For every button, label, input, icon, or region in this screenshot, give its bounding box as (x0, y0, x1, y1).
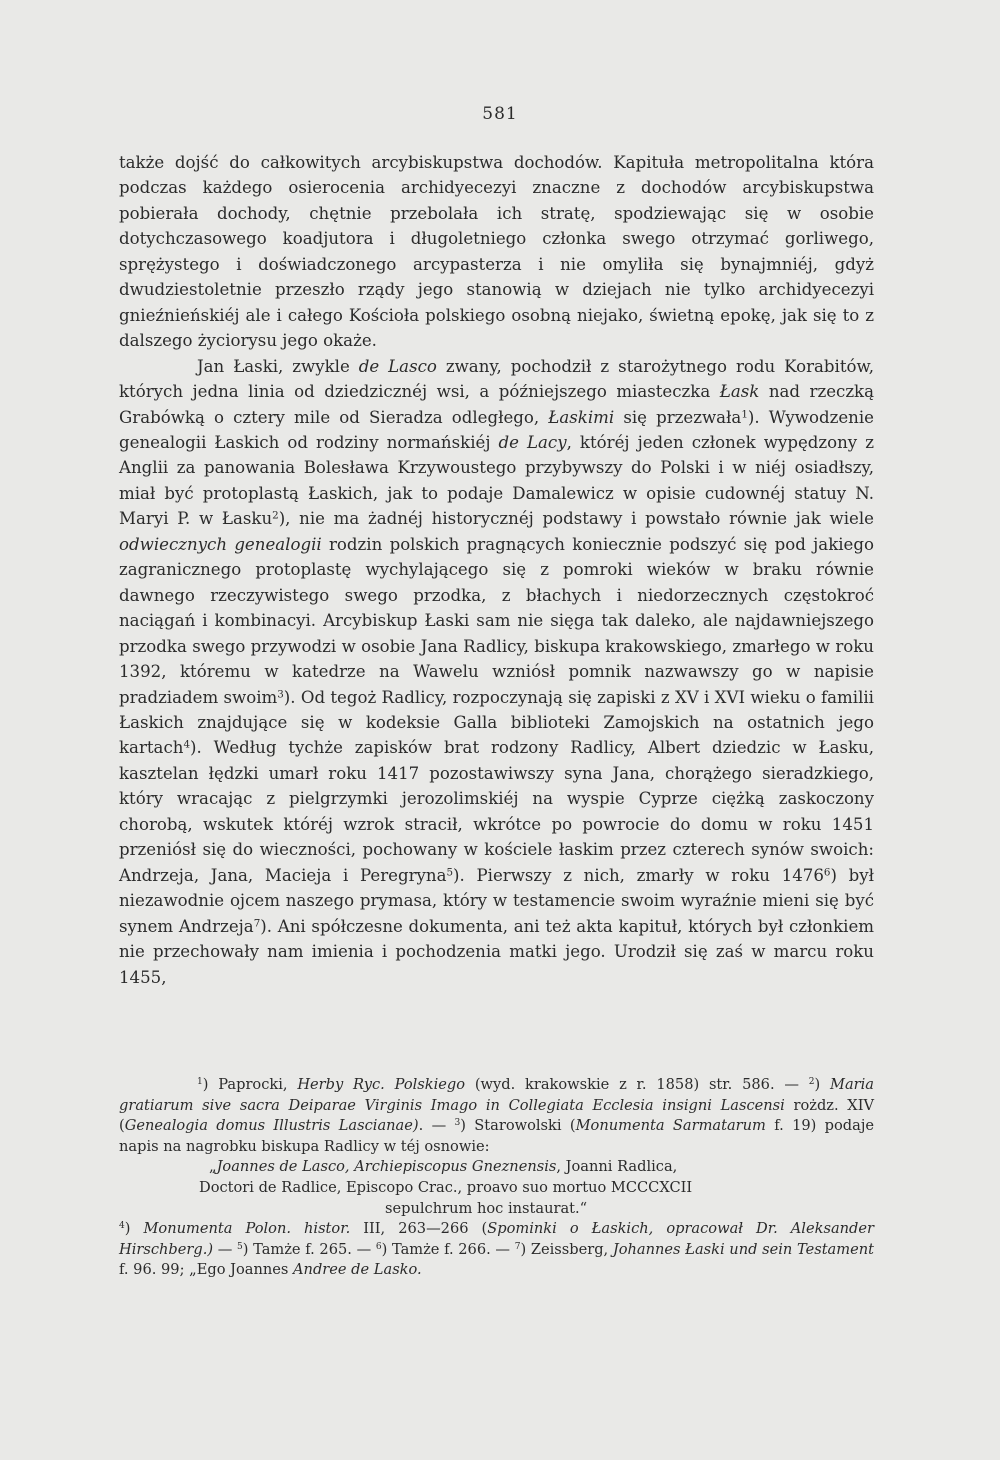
paragraph: Jan Łaski, zwykle de Lasco zwany, pochodził z starożytnego rodu Korabitów, których jedna linia od dziedzicznéj wsi, a późniejszego miasteczka Łask nad rzeczką Grabówką o cztery mile od Sieradza odległego, Łaskimi się przezwała$^1$). Wywodzenie genealogii Łaskich od rodziny normańskiéj de Lacy, któréj jeden członek wypędzony z Anglii za panowania Bolesława Krzywoustego przybywszy do Polski i w niéj osiadłszy, miał być protoplastą Łaskich, jak to podaje Damalewicz w opisie cudownéj statuy N. Maryi P. w Łasku$^2$), nie ma żadnéj historycznéj podstawy i powstało równie jak wiele odwiecznych genealogii rodzin polskich pragnących koniecznie podszyć się pod jakiego zagranicznego protoplastę wychylającego się z pomroki wieków w braku równie dawnego rzeczywistego swego przodka, z błachych i niedorzecznych częstokroć naciągań i kombinacyi. Arcybiskup Łaski sam nie sięga tak daleko, ale najdawniejszego przodka swego przywodzi w osobie Jana Radlicy, biskupa krakowskiego, zmarłego w roku 1392, któremu w katedrze na Wawelu wzniósł pomnik nazwawszy go w napisie pradziadem swoim$^3$). Od tegoż Radlicy, rozpoczynają się zapiski z XV i XVI wieku o familii Łaskich znajdujące się w kodeksie Galla biblioteki Zamojskich na ostatnich jego kartach$^4$). Według tychże zapisków brat rodzony Radlicy, Albert dziedzic w Łasku, kasztelan łędzki umarł roku 1417 pozostawiwszy syna Jana, chorążego sieradzkiego, który wracając z pielgrzymki jerozolimskiéj na wyspie Cyprze ciężką zaskoczony chorobą, wskutek któréj wzrok stracił, wkrótce po powrocie do domu w roku 1451 przeniósł się do wieczności, pochowany w kościele łaskim przez czterech synów swoich: Andrzeja, Jana, Macieja i Peregryna$^5$). Pierwszy z nich, zmarły w roku 1476$^6$) był niezawodnie ojcem naszego prymasa, który w testamencie swoim wyraźnie mieni się być synem Andrzeja$^7$). Ani spółczesne dokumenta, ani też akta kapituł, których był członkiem nie przechowały nam imienia i pochodzenia matki jego. Urodził się zaś w marcu roku 1455, (119, 356, 875, 987)
paragraph: także dojść do całkowitych arcybiskupstwa dochodów. Kapituła metropolitalna która podczas każdego osierocenia archidyecezyi znaczne z dochodów arcybiskupstwa pobierała dochody, chętnie przebolała ich stratę, spodziewając się w osobie dotychczasowego koadjutora i długoletniego członka swego otrzymać gorliwego, sprężystego i doświadczonego arcypasterza i nie omyliła się bynajmniéj, gdyż dwudziestoletnie przeszło rządy jego stanowią w dziejach nie tylko archidyecezyi gnieźnieńskiéj ale i całego Kościoła polskiego osobną niejako, świetną epokę, jak się to z dalszego życiorysu jego okaże. (119, 153, 874, 351)
footnotes (119, 1075, 874, 1281)
main-text (119, 150, 874, 990)
page-number: 581 (482, 104, 518, 124)
footnote: $^4$) Monumenta Polon. histor. III, 263—266 (Spominki o Łaskich, opracował Dr. Aleksander Hirschberg.) — $^5$) Tamże f. 265. — $^6$) Tamże f. 266. — $^7$) Zeissberg, Johannes Łaski und sein Testament f. 96. 99; „Ego Joannes Andree de Lasko. (119, 1220, 875, 1279)
inscription-line: „Joannes de Lasco, Archiepiscopus Gneznensis, Joanni Radlica, (209, 1158, 678, 1176)
footnote: $^1$) Paprocki, Herby Ryc. Polskiego (wyd. krakowskie z r. 1858) str. 586. — $^2$) Maria gratiarum sive sacra Deiparae Virginis Imago in Collegiata Ecclesia insigni Lascensi rożdz. XIV (Genealogia domus Illustris Lascianae). — $^3$) Starowolski (Monumenta Sarmatarum f. 19) podaje napis na nagrobku biskupa Radlicy w téj osnowie: (119, 1076, 874, 1155)
inscription-line: sepulchrum hoc instaurat.“ (385, 1199, 588, 1217)
inscription-line: Doctori de Radlice, Episcopo Crac., proavo suo mortuo MCCCXCII (199, 1178, 693, 1196)
